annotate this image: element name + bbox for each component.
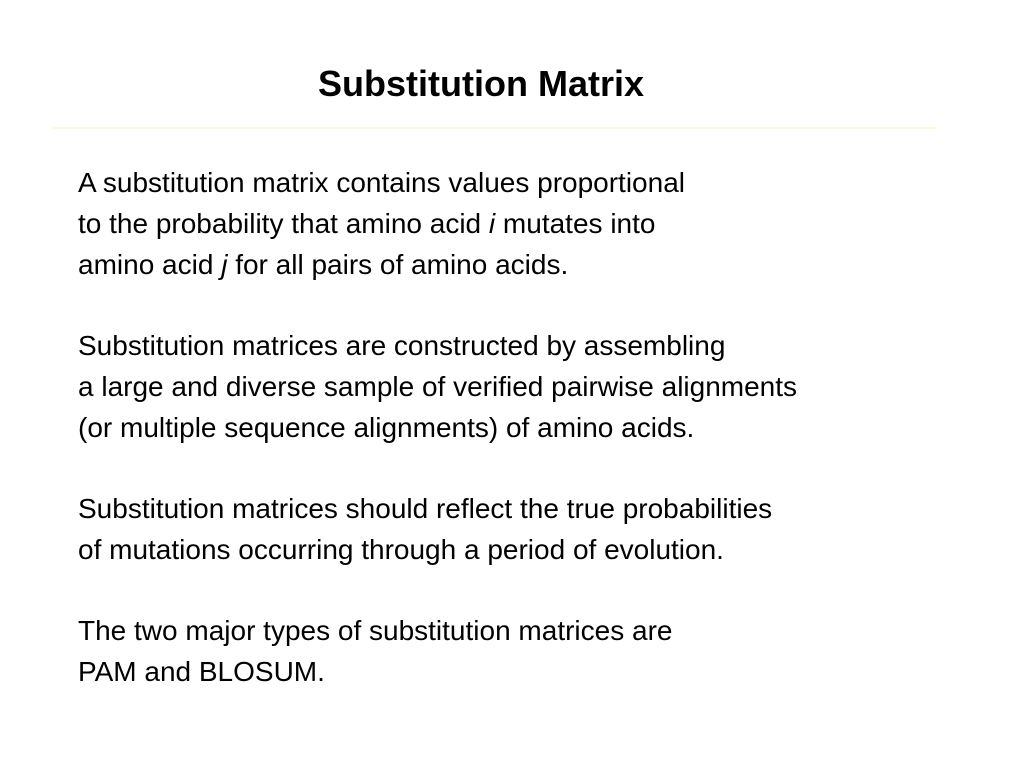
text-segment: for all pairs of amino acids.: [227, 249, 569, 280]
paragraph-definition: [78, 162, 1008, 285]
text-line: of mutations occurring through a period of evolution.: [78, 534, 724, 565]
slide-body: [78, 162, 1008, 732]
paragraph-probabilities: [78, 488, 1008, 570]
text-segment: to the probability that amino acid: [78, 208, 489, 239]
text-line: a large and diverse sample of verified pairwise alignments: [78, 371, 798, 402]
paragraph-types: [78, 610, 1008, 692]
text-line: [78, 203, 1008, 244]
variable-j: j: [221, 249, 228, 280]
variable-i: i: [488, 208, 496, 239]
text-line: Substitution matrices should reflect the true probabilities: [78, 493, 773, 524]
text-line: [78, 244, 1008, 285]
text-segment: amino acid: [78, 249, 222, 280]
text-line: The two major types of substitution matrices are: [78, 615, 673, 646]
paragraph-construction: [78, 325, 1008, 448]
text-line: (or multiple sequence alignments) of amino acids.: [78, 412, 695, 443]
text-line: A substitution matrix contains values proportional: [78, 167, 685, 198]
slide-title: Substitution Matrix: [318, 63, 644, 104]
text-line: PAM and BLOSUM.: [78, 656, 325, 687]
title-underline-rule: [52, 127, 936, 129]
text-line: Substitution matrices are constructed by assembling: [78, 330, 726, 361]
text-segment: mutates into: [495, 208, 656, 239]
